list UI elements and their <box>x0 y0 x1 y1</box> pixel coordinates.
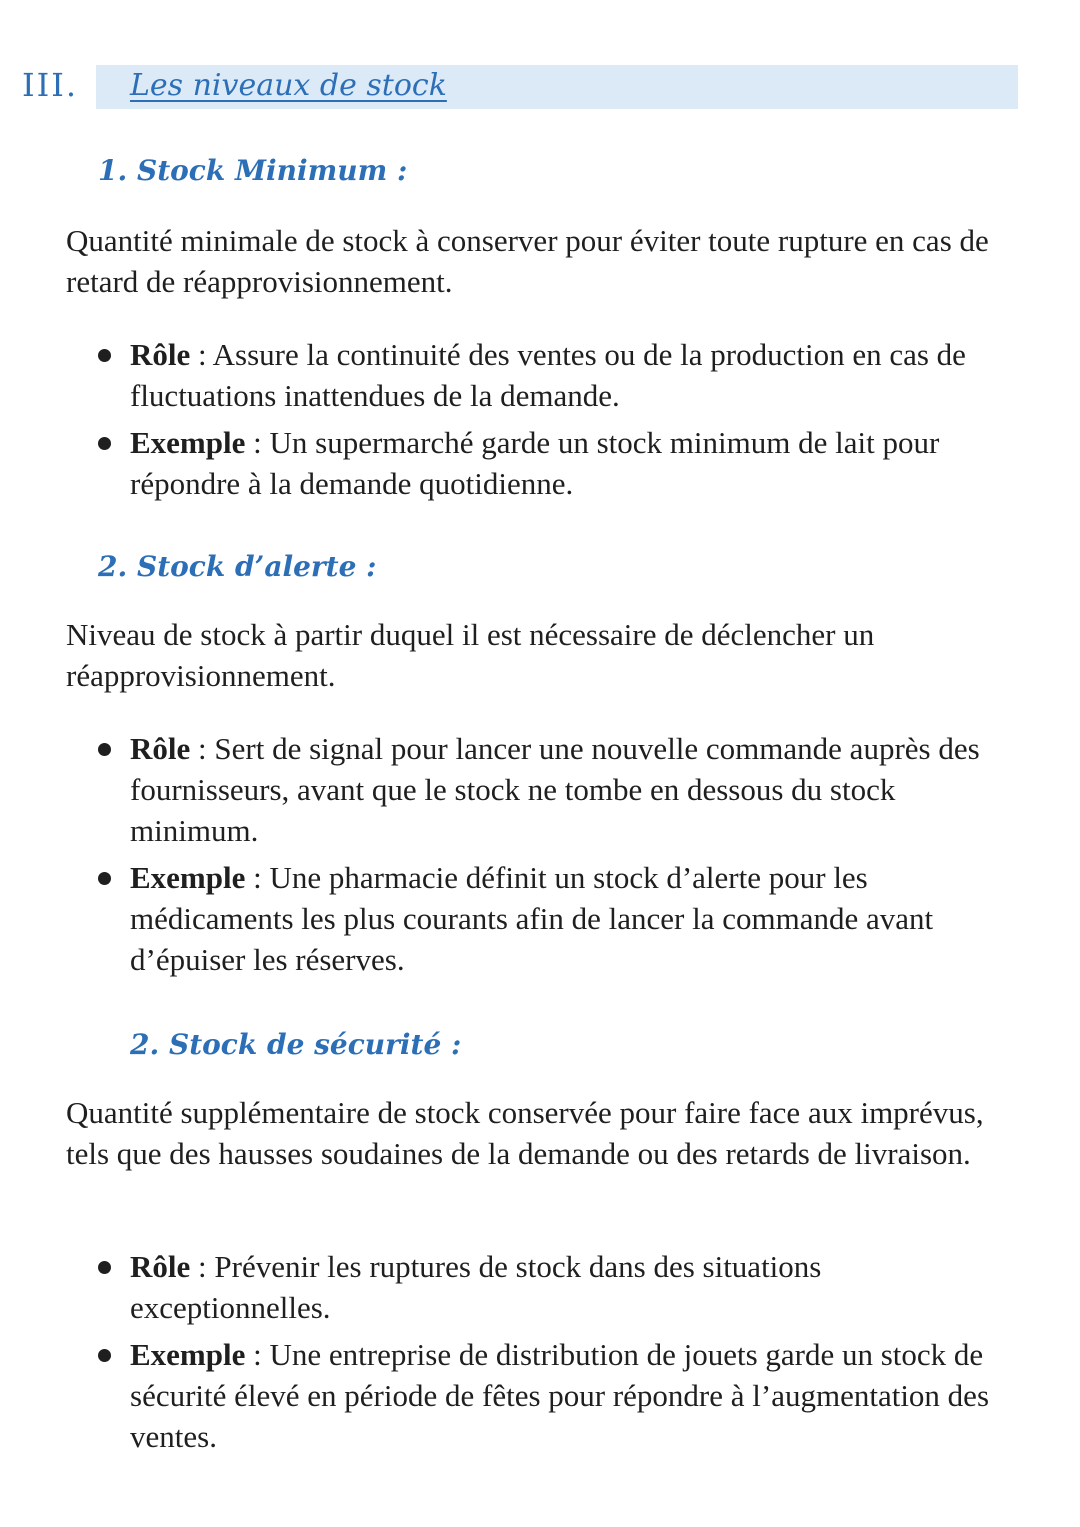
section-numeral: III. <box>22 66 79 104</box>
bullet-list-stock-alerte <box>90 728 1010 986</box>
list-item-example <box>90 857 1010 980</box>
definition-stock-minimum: Quantité minimale de stock à conserver pour éviter toute rupture en cas de retard de réapprovisionnement. <box>66 223 989 299</box>
list-item-role <box>90 1246 1010 1328</box>
term-separator: : <box>245 860 270 895</box>
item-text: Une entreprise de distribution de jouets garde un stock de sécurité élevé en période de fêtes pour répondre à l’augmentation des ventes. <box>130 1337 990 1454</box>
list-item-example <box>90 1334 1010 1457</box>
section-title: Les niveaux de stock <box>130 68 447 103</box>
term-separator: : <box>190 1249 215 1284</box>
term-label: Rôle <box>130 1249 191 1284</box>
section-header <box>22 62 1018 110</box>
bullet-icon <box>98 1261 111 1274</box>
bullet-list-stock-minimum <box>90 334 1010 510</box>
term-label: Rôle <box>130 731 191 766</box>
bullet-icon <box>98 349 111 362</box>
list-item-role <box>90 334 1010 416</box>
item-text: Une pharmacie définit un stock d’alerte pour les médicaments les plus courants afin de lancer la commande avant d’épuiser les réserves. <box>130 860 934 977</box>
term-separator: : <box>190 731 215 766</box>
bullet-icon <box>98 743 111 756</box>
subheading-stock-securite: 2. Stock de sécurité : <box>130 1028 462 1061</box>
term-label: Rôle <box>130 337 191 372</box>
item-text: Prévenir les ruptures de stock dans des situations exceptionnelles. <box>130 1249 822 1325</box>
bullet-icon <box>98 437 111 450</box>
term-separator: : <box>245 1337 270 1372</box>
list-item-example <box>90 422 1010 504</box>
term-label: Exemple <box>130 1337 246 1372</box>
bullet-icon <box>98 1349 111 1362</box>
term-label: Exemple <box>130 425 246 460</box>
definition-stock-securite: Quantité supplémentaire de stock conservée pour faire face aux imprévus, tels que des hausses soudaines de la demande ou des retards de livraison. <box>66 1095 984 1171</box>
term-label: Exemple <box>130 860 246 895</box>
bullet-list-stock-securite <box>90 1246 1010 1463</box>
term-separator: : <box>190 337 213 372</box>
bullet-icon <box>98 872 111 885</box>
definition-stock-alerte: Niveau de stock à partir duquel il est nécessaire de déclencher un réapprovisionnement. <box>66 617 875 693</box>
subheading-stock-minimum: 1. Stock Minimum : <box>98 154 408 187</box>
item-text: Assure la continuité des ventes ou de la production en cas de fluctuations inattendues de la demande. <box>130 337 966 413</box>
item-text: Sert de signal pour lancer une nouvelle commande auprès des fournisseurs, avant que le stock ne tombe en dessous du stock minimum. <box>130 731 980 848</box>
list-item-role <box>90 728 1010 851</box>
term-separator: : <box>245 425 270 460</box>
item-text: Un supermarché garde un stock minimum de lait pour répondre à la demande quotidienne. <box>130 425 940 501</box>
subheading-stock-alerte: 2. Stock d’alerte : <box>98 550 377 583</box>
